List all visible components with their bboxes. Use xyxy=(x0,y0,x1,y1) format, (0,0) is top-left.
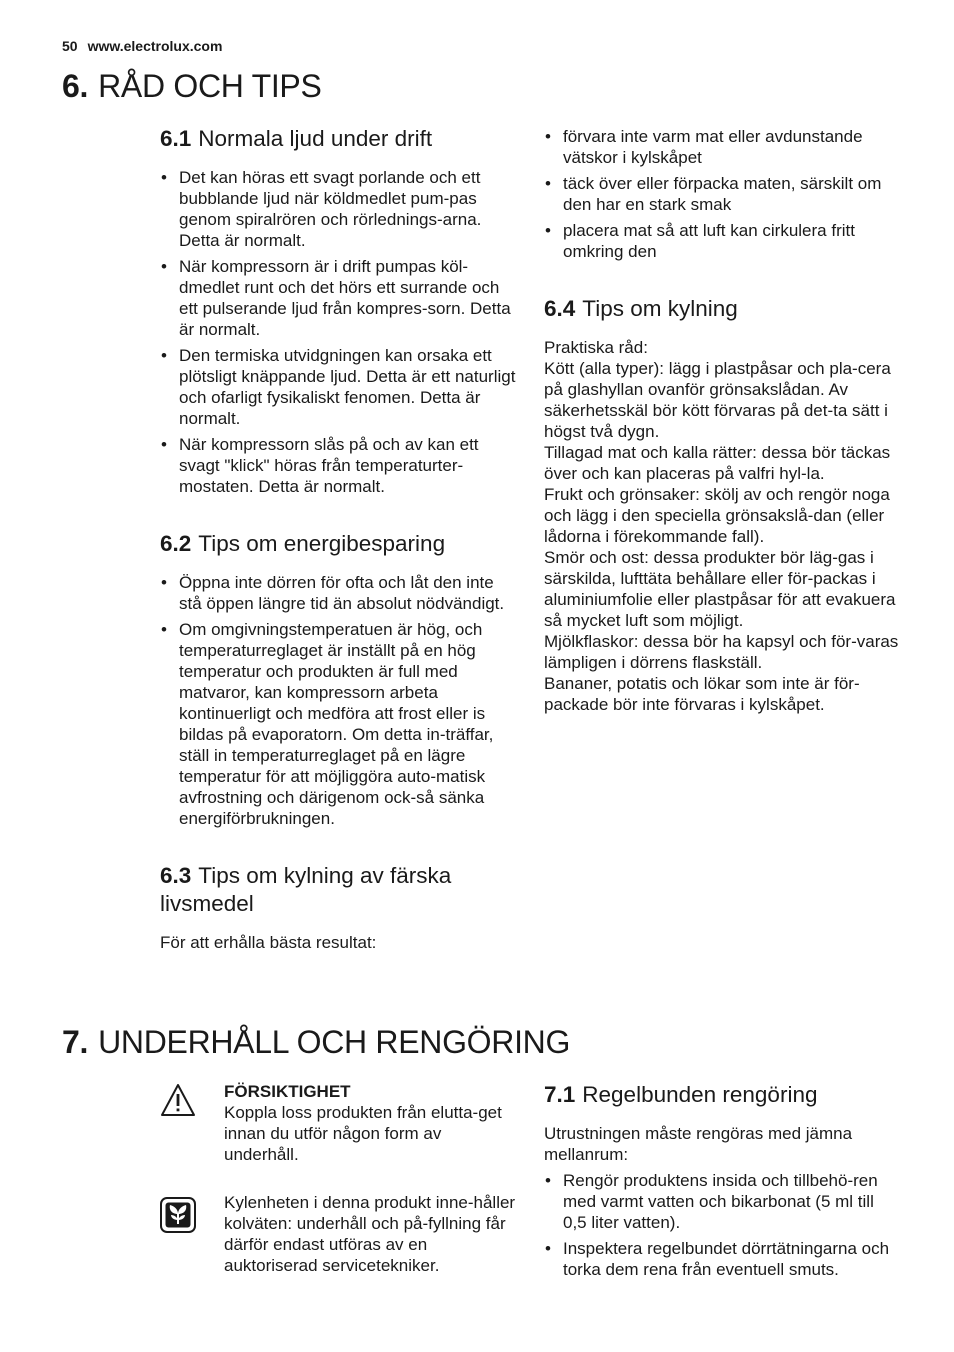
section-6-2-list xyxy=(160,572,516,829)
environment-note xyxy=(160,1192,516,1276)
list-item: • När kompressorn är i drift pumpas köl-dmedlet runt och det hörs ett surrande och ett pulserande ljud från kompres-sorn. Detta är normalt. xyxy=(160,256,516,340)
section-6-4-line: Mjölkflaskor: dessa bör ha kapsyl och för-varas lämpligen i dörrens flaskställ. xyxy=(544,632,899,672)
section-6-4-line: Tillagad mat och kalla rätter: dessa bör täckas över och kan placeras på valfri hyl-la. xyxy=(544,443,891,483)
section-6-4-line: Frukt och grönsaker: skölj av och rengör noga och lägg i den speciella grönsakslå-dan (eller lådorna i förekommande fall). xyxy=(544,485,890,546)
caution-box xyxy=(160,1081,516,1165)
chapter-7-right-column xyxy=(544,1081,900,1285)
chapter-6-title: 6. RÅD OCH TIPS xyxy=(62,68,322,104)
chapter-7-left-column xyxy=(160,1081,516,1276)
page-header xyxy=(62,38,222,54)
list-item: • Om omgivningstemperatuen är hög, och temperaturreglaget är inställt på en hög temperatur och produkten är full med matvaror, kan kompressorn arbeta kontinuerligt och medföra att frost eller is bildas på evaporatorn. Om detta in-träffar, ställ in temperaturreglaget på en lägre temperatur för att möjliggöra auto-matisk avfrostning och därigenom ock-så sänka energiförbrukningen. xyxy=(160,619,516,829)
warning-triangle-icon xyxy=(160,1083,196,1122)
section-7-1-list xyxy=(544,1170,900,1280)
list-item: • Rengör produktens insida och tillbehö-ren med varmt vatten och bikarbonat (5 ml till 0,5 liter vatten). xyxy=(544,1170,900,1233)
list-item: • täck över eller förpacka maten, särskilt om den har en stark smak xyxy=(544,173,900,215)
list-item: • förvara inte varm mat eller avdunstande vätskor i kylskåpet xyxy=(544,126,900,168)
chapter-6-right-column xyxy=(544,126,900,715)
section-6-4-title: 6.4 Tips om kylning xyxy=(544,296,738,321)
section-6-4-line: Kött (alla typer): lägg i plastpåsar och pla-cera på glashyllan ovanför grönsakslådan. Av säkerhetsskäl bör kött förvaras på det-ta sätt i högst två dygn. xyxy=(544,359,891,441)
page-number: 50 xyxy=(62,38,78,54)
chapter-7-title: 7. UNDERHÅLL OCH RENGÖRING xyxy=(62,1024,571,1060)
caution-label: FÖRSIKTIGHET xyxy=(224,1082,351,1101)
section-7-1-title: 7.1 Regelbunden rengöring xyxy=(544,1082,818,1107)
section-6-1-list xyxy=(160,167,516,497)
list-item: • Det kan höras ett svagt porlande och ett bubblande ljud när köldmedlet pum-pas genom spiralrören och rörlednings-arna. Detta är normalt. xyxy=(160,167,516,251)
section-6-4-line: Praktiska råd: xyxy=(544,338,648,357)
section-6-3-intro: För att erhålla bästa resultat: xyxy=(160,933,377,952)
section-7-1-intro: Utrustningen måste rengöras med jämna mellanrum: xyxy=(544,1124,853,1164)
list-item: • Öppna inte dörren för ofta och låt den inte stå öppen längre tid än absolut nödvändigt. xyxy=(160,572,516,614)
section-6-3-title: 6.3 Tips om kylning av färska livsmedel xyxy=(160,863,452,916)
section-6-4-line: Bananer, potatis och lökar som inte är för-packade bör inte förvaras i kylskåpet. xyxy=(544,674,860,714)
list-item: • Inspektera regelbundet dörrtätningarna och torka dem rena från eventuell smuts. xyxy=(544,1238,900,1280)
list-item: • När kompressorn slås på och av kan ett svagt "klick" höras från temperaturter-mostaten. Detta är normalt. xyxy=(160,434,516,497)
website-link[interactable]: www.electrolux.com xyxy=(87,38,223,54)
list-item: • Den termiska utvidgningen kan orsaka ett plötsligt knäppande ljud. Detta är ett naturligt och ofarligt fysikaliskt fenomen. Detta är normalt. xyxy=(160,345,516,429)
chapter-6-left-column xyxy=(160,125,516,953)
section-6-2-title: 6.2 Tips om energibesparing xyxy=(160,531,446,556)
list-item: • placera mat så att luft kan cirkulera fritt omkring den xyxy=(544,220,900,262)
caution-text: Koppla loss produkten från elutta-get innan du utför någon form av underhåll. xyxy=(224,1103,502,1164)
section-6-3-list xyxy=(544,126,900,262)
section-6-4-line: Smör och ost: dessa produkter bör läg-gas i särskilda, lufttäta behållare eller för-packas i aluminiumfolie eller plastpåsar för att evakuera så mycket luft som möjligt. xyxy=(544,548,896,630)
environment-leaf-icon xyxy=(160,1197,196,1238)
environment-note-text: Kylenheten i denna produkt inne-håller kolväten: underhåll och på-fyllning får därför endast utföras av en auktoriserad servicetekniker. xyxy=(224,1193,516,1275)
section-6-1-title: 6.1 Normala ljud under drift xyxy=(160,126,433,151)
